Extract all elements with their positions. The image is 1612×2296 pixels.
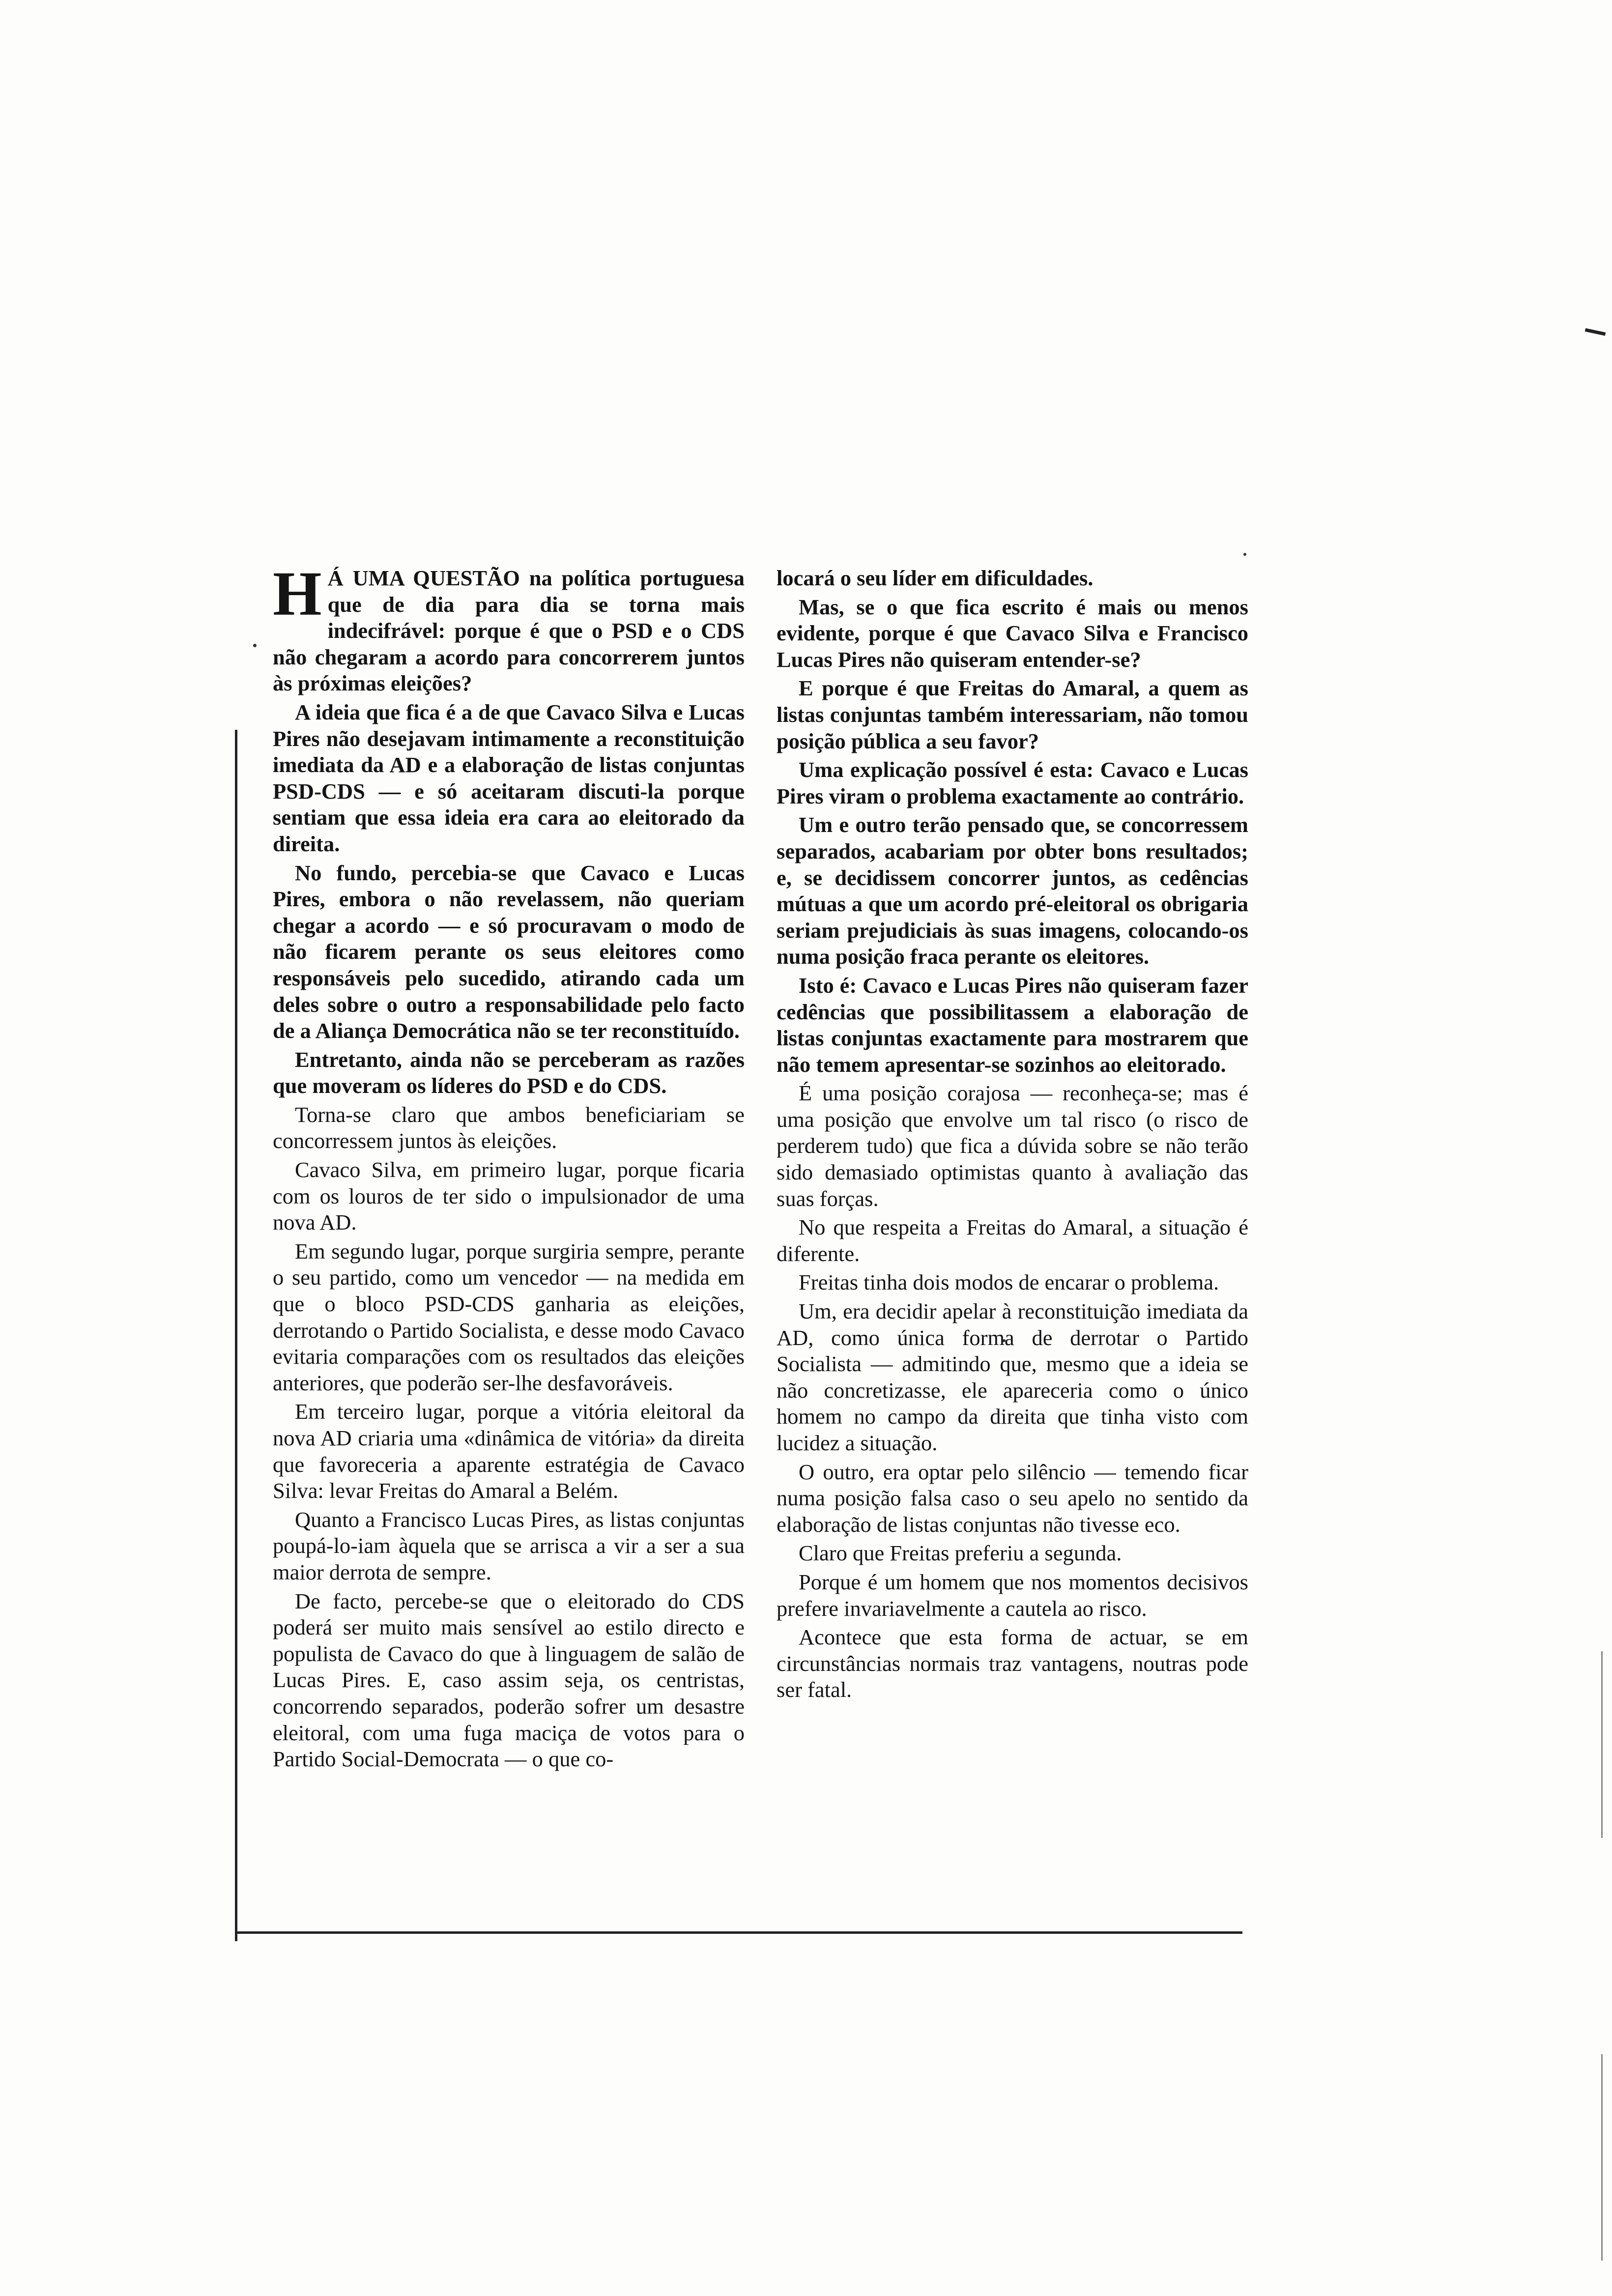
paragraph — [777, 565, 1248, 592]
paragraph — [777, 1269, 1248, 1296]
paragraph — [273, 860, 745, 1044]
paragraph — [777, 1080, 1248, 1212]
paragraph — [777, 1540, 1248, 1567]
paragraph — [273, 1588, 745, 1773]
paragraph-text: Uma explicação possível é esta: Cavaco e Lucas Pires viram o problema exactamente ao contrário. — [777, 757, 1248, 808]
paragraph — [273, 1047, 745, 1099]
left-border-rule — [235, 730, 237, 1941]
right-column — [777, 565, 1248, 1706]
paragraph — [777, 594, 1248, 673]
scan-speck — [253, 644, 257, 647]
paragraph-text: A ideia que fica é a de que Cavaco Silva e Lucas Pires não desejavam intimamente a reconstituição imediata da AD e a elaboração de listas conjuntas PSD-CDS — e só aceitaram discuti-la porque sentiam que essa ideia era cara ao eleitorado da direita. — [273, 699, 745, 856]
bottom-border-rule — [235, 1931, 1242, 1934]
article — [273, 559, 1248, 1931]
paragraph — [777, 757, 1248, 809]
paragraph-text: Em segundo lugar, porque surgiria sempre, perante o seu partido, como um vencedor — na medida em que o bloco PSD-CDS ganharia as eleições, derrotando o Partido Socialista, e desse modo Cavaco evitaria comparações com os resultados das eleições anteriores, que poderão ser-lhe desfavoráveis. — [273, 1238, 745, 1395]
paragraph — [273, 699, 745, 858]
paragraph — [777, 675, 1248, 754]
paragraph — [777, 812, 1248, 970]
paragraph-text: Cavaco Silva, em primeiro lugar, porque ficaria com os louros de ter sido o impulsionador de uma nova AD. — [273, 1157, 745, 1235]
drop-cap: H — [273, 559, 322, 629]
paragraph — [273, 1399, 745, 1504]
paragraph-text: Torna-se claro que ambos beneficiariam se concorressem juntos às eleições. — [273, 1102, 745, 1153]
paragraph — [777, 1214, 1248, 1267]
scan-speck — [1243, 553, 1246, 556]
paragraph-text: Entretanto, ainda não se perceberam as razões que moveram os líderes do PSD e do CDS. — [273, 1047, 745, 1098]
paragraph — [777, 1298, 1248, 1457]
margin-mark — [1601, 2054, 1603, 2261]
paragraph-text: locará o seu líder em dificuldades. — [777, 566, 1094, 590]
paragraph-text: É uma posição corajosa — reconheça-se; mas é uma posição que envolve um tal risco (o risco de perderem tudo) que fica a dúvida sobre se não terão sido demasiado optimistas quanto à avaliação das suas forças. — [777, 1081, 1248, 1211]
paragraph — [777, 1569, 1248, 1622]
paragraph — [777, 973, 1248, 1078]
paragraph-text: No que respeita a Freitas do Amaral, a situação é diferente. — [777, 1215, 1248, 1266]
paragraph-text: Acontece que esta forma de actuar, se em circunstâncias normais traz vantagens, noutras pode ser fatal. — [777, 1625, 1248, 1702]
paragraph-text: De facto, percebe-se que o eleitorado do CDS poderá ser muito mais sensível ao estilo directo e populista de Cavaco do que à linguagem de salão de Lucas Pires. E, caso assim seja, os centristas, concorrendo separados, poderão sofrer um desastre eleitoral, com uma fuga maciça de votos para o Partido Social-Democrata — o que co- — [273, 1588, 745, 1772]
paragraph — [273, 1157, 745, 1236]
paragraph — [273, 1507, 745, 1586]
paragraph-text: Quanto a Francisco Lucas Pires, as listas conjuntas poupá-lo-iam àquela que se arrisca a vir a ser a sua maior derrota de sempre. — [273, 1507, 745, 1584]
left-column — [273, 559, 745, 1775]
margin-mark — [1585, 328, 1606, 336]
paragraph-text: Em terceiro lugar, porque a vitória eleitoral da nova AD criaria uma «dinâmica de vitória» da direita que favoreceria a aparente estratégia de Cavaco Silva: levar Freitas do Amaral a Belém. — [273, 1399, 745, 1503]
paragraph-text: Á UMA QUESTÃO na política portuguesa que de dia para dia se torna mais indecifrável: porque é que o PSD e o CDS não chegaram a acordo para concorrerem juntos às próximas eleições? — [273, 566, 745, 696]
paragraph-text: Um, era decidir apelar à reconstituição imediata da AD, como única forma de derrotar o Partido Socialista — admitindo que, mesmo que a ideia se não concretizasse, ele apareceria como o único homem no campo da direita que tinha visto com lucidez a situação. — [777, 1299, 1248, 1455]
paragraph-text: E porque é que Freitas do Amaral, a quem as listas conjuntas também interessariam, não tomou posição pública a seu favor? — [777, 676, 1248, 753]
paragraph — [273, 1102, 745, 1154]
paragraph-text: No fundo, percebia-se que Cavaco e Lucas Pires, embora o não revelassem, não queriam chegar a acordo — e só procuravam o modo de não ficarem perante os seus eleitores como responsáveis pelo sucedido, atirando cada um deles sobre o outro a responsabilidade pelo facto de a Aliança Democrática não se ter reconstituído. — [273, 860, 745, 1043]
paragraph-text: Claro que Freitas preferiu a segunda. — [799, 1541, 1122, 1566]
paragraph-text: Isto é: Cavaco e Lucas Pires não quiseram fazer cedências que possibilitassem a elaboração de listas conjuntas exactamente para mostrarem que não temem apresentar-se sozinhos ao eleitorado. — [777, 973, 1248, 1077]
paragraph — [273, 1238, 745, 1397]
paragraph-text: Freitas tinha dois modos de encarar o problema. — [799, 1270, 1219, 1295]
paragraph — [273, 559, 745, 697]
margin-mark — [1601, 1651, 1603, 1838]
paragraph-text: Mas, se o que fica escrito é mais ou menos evidente, porque é que Cavaco Silva e Francisco Lucas Pires não quiseram entender-se? — [777, 594, 1248, 672]
paragraph — [777, 1624, 1248, 1703]
paragraph-text: Porque é um homem que nos momentos decisivos prefere invariavelmente a cautela ao risco. — [777, 1569, 1248, 1621]
paragraph-text: O outro, era optar pelo silêncio — temendo ficar numa posição falsa caso o seu apelo no sentido da elaboração de listas conjuntas não tivesse eco. — [777, 1459, 1248, 1537]
paragraph — [777, 1459, 1248, 1538]
paragraph-text: Um e outro terão pensado que, se concorressem separados, acabariam por obter bons resultados; e, se decidissem concorrer juntos, as cedências mútuas a que um acordo pré-eleitoral os obrigaria seriam prejudiciais às suas imagens, colocando-os numa posição fraca perante os eleitores. — [777, 812, 1248, 969]
